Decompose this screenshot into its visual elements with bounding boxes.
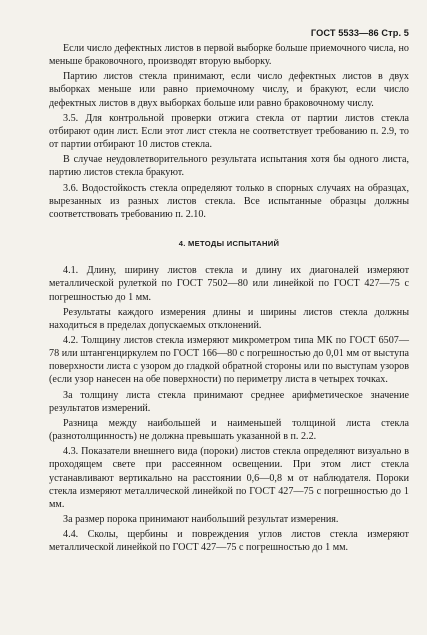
paragraph: За толщину листа стекла принимают среднее арифметическое значение результатов измерений. <box>49 389 409 414</box>
paragraph: Результаты каждого измерения длины и ширины листов стекла должны находиться в пределах допускаемых отклонений. <box>49 306 409 331</box>
paragraph: 4.4. Сколы, щербины и повреждения углов листов стекла измеряют металлической линейкой по ГОСТ 427—75 с погрешностью до 1 мм. <box>49 529 409 554</box>
paragraph: Разница между наибольшей и наименьшей толщиной листа стекла (разнотолщинность) не должна превышать указанной в п. 2.2. <box>49 417 409 443</box>
paragraph: 3.5. Для контрольной проверки отжига стекла от партии листов стекла отбирают один лист. Если этот лист стекла не соответствует требованию п. 2.9, то от партии отбирают 10 листов стекла. <box>49 112 409 151</box>
page-header: ГОСТ 5533—86 Стр. 5 <box>310 28 409 38</box>
paragraph: 3.6. Водостойкость стекла определяют только в спорных случаях на образцах, вырезанных из разных листов стекла. Все испытанные образцы должны соответствовать требованию п. 2.10. <box>49 182 409 220</box>
document-body <box>49 42 409 554</box>
paragraph: 4.2. Толщину листов стекла измеряют микрометром типа МК по ГОСТ 6507—78 или штангенциркулем по ГОСТ 166—80 с погрешностью до 0,01 мм от выступа поверхности листа с узором до гладкой обратной стороны или по выступам узоров (если узор нанесен на обе поверхности) по периметру листа в четырех точках. <box>49 334 409 386</box>
section-heading: 4. МЕТОДЫ ИСПЫТАНИЙ <box>178 239 280 249</box>
paragraph: 4.1. Длину, ширину листов стекла и длину их диагоналей измеряют металлической рулеткой по ГОСТ 7502—80 или линейкой по ГОСТ 427—75 с погрешностью до 1 мм. <box>49 265 409 303</box>
paragraph: Если число дефектных листов в первой выборке больше приемочного числа, но меньше браковочного, производят вторую выборку. <box>49 43 409 68</box>
paragraph: В случае неудовлетворительного результата испытания хотя бы одного листа, партию листов стекла бракуют. <box>49 154 409 179</box>
paragraph: 4.3. Показатели внешнего вида (пороки) листов стекла определяют визуально в проходящем свете при рассеянном освещении. При этом лист стекла устанавливают вертикально на расстоянии 0,6—0,8 м от наблюдателя. Пороки стекла измеряют металлической линейкой по ГОСТ 427—75 с погрешностью до 1 мм. <box>49 446 409 510</box>
paragraph: За размер порока принимают наибольший результат измерения. <box>63 514 339 525</box>
paragraph: Партию листов стекла принимают, если число дефектных листов в двух выборках меньше или равно приемочному числу, и бракуют, если число дефектных листов в двух выборках больше или равно браковочному числу. <box>49 71 409 109</box>
